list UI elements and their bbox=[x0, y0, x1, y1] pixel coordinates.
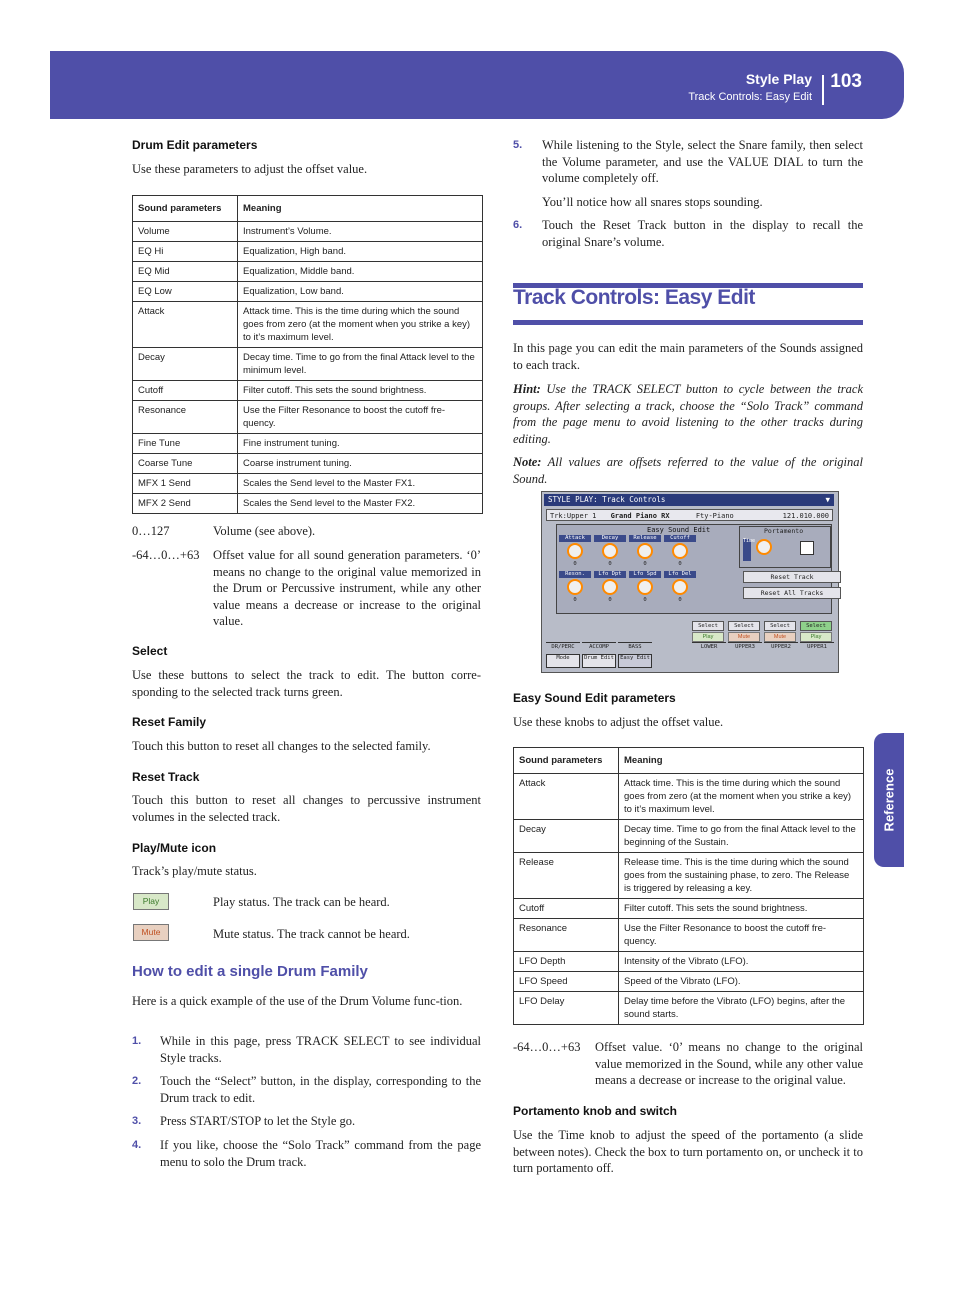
screen-tab-bar bbox=[546, 642, 834, 668]
time-knob-icon[interactable] bbox=[756, 539, 772, 555]
reset-family-text: Touch this button to reset all changes to the selected family. bbox=[132, 739, 431, 753]
table-row bbox=[133, 434, 483, 454]
side-tab-label: Reference bbox=[881, 768, 897, 832]
param-meaning: Release time. This is the time during which the sound goes from the sustaining phase, to zero. The Release is triggered by releasing a key. bbox=[619, 853, 864, 899]
knob-value: 0 bbox=[608, 561, 612, 567]
drum-params-table bbox=[132, 195, 483, 514]
mute-status-icon: Mute bbox=[133, 924, 169, 941]
portamento-checkbox[interactable] bbox=[800, 541, 814, 555]
track-name-label[interactable]: UPPER1 bbox=[800, 642, 834, 652]
knob-label: Reson. bbox=[559, 571, 591, 578]
knob-value: 0 bbox=[643, 561, 647, 567]
track-mute-button[interactable]: Mute bbox=[764, 632, 796, 642]
screen-position: 121.010.000 bbox=[782, 512, 829, 520]
howto-intro: Here is a quick example of the use of the Drum Volume func-tion. bbox=[132, 994, 463, 1008]
knob-label: Lfo Dpt bbox=[594, 571, 626, 578]
param-meaning: Instrument’s Volume. bbox=[238, 222, 483, 242]
page-header bbox=[50, 51, 904, 119]
note-paragraph bbox=[513, 454, 863, 487]
hint-label: Hint: bbox=[513, 382, 541, 396]
param-meaning: Coarse instrument tuning. bbox=[238, 454, 483, 474]
param-meaning: Decay time. Time to go from the final Attack level to the beginning of the Sustain. bbox=[619, 820, 864, 853]
reference-side-tab[interactable] bbox=[874, 733, 904, 867]
step5-text: While listening to the Style, select the Snare family, then select the Volume parameter, and use the VALUE DIAL to turn the volume completely off. bbox=[542, 138, 863, 185]
hint-paragraph bbox=[513, 381, 863, 447]
knob-value: 0 bbox=[573, 561, 577, 567]
table-row bbox=[133, 494, 483, 514]
portamento-heading: Portamento knob and switch bbox=[513, 1104, 678, 1118]
reset-track-heading: Reset Track bbox=[132, 770, 200, 784]
param-name: EQ Hi bbox=[133, 242, 238, 262]
page-number: 103 bbox=[830, 71, 862, 92]
knob-value: 0 bbox=[643, 597, 647, 603]
param-name: Attack bbox=[514, 774, 619, 820]
table-row bbox=[514, 919, 864, 952]
easy-params-table bbox=[513, 747, 864, 1025]
easy-sound-edit-panel bbox=[556, 524, 832, 614]
param-name: Cutoff bbox=[133, 381, 238, 401]
param-meaning: Equalization, Middle band. bbox=[238, 262, 483, 282]
portamento-box bbox=[739, 526, 831, 568]
time-label: Time bbox=[743, 539, 751, 561]
reset-track-text: Touch this button to reset all changes to percussive instrument volumes in the selected track. bbox=[132, 793, 481, 824]
param-name: LFO Delay bbox=[514, 992, 619, 1025]
table-header-row bbox=[514, 748, 864, 774]
param-meaning: Decay time. Time to go from the final Attack level to the minimum level. bbox=[238, 348, 483, 381]
step-text: While in this page, press TRACK SELECT to see individual Style tracks. bbox=[160, 1034, 481, 1065]
drum-edit-intro: Use these parameters to adjust the offset value. bbox=[132, 162, 368, 176]
table-row bbox=[133, 242, 483, 262]
table-row bbox=[514, 820, 864, 853]
range1-text: Volume (see above). bbox=[213, 524, 316, 538]
knob-label: Release bbox=[629, 535, 661, 542]
track-play-button[interactable]: Play bbox=[692, 632, 724, 642]
easy-edit-heading: Easy Sound Edit parameters bbox=[513, 691, 676, 705]
step5-note: You’ll notice how all snares stops sounding. bbox=[542, 195, 763, 209]
param-meaning: Delay time before the Vibrato (LFO) begins, after the sound starts. bbox=[619, 992, 864, 1025]
param-meaning: Intensity of the Vibrato (LFO). bbox=[619, 952, 864, 972]
screen-tab-drum-edit[interactable]: Drum Edit bbox=[582, 654, 616, 668]
track-name-label[interactable]: LOWER bbox=[692, 642, 726, 652]
header-meaning: Meaning bbox=[238, 196, 483, 222]
table-row bbox=[133, 282, 483, 302]
edit-knob-icon[interactable] bbox=[637, 543, 653, 559]
knob-label: Lfo Spd bbox=[629, 571, 661, 578]
knob-value: 0 bbox=[608, 597, 612, 603]
panel-title: Easy Sound Edit bbox=[647, 526, 711, 534]
table-row bbox=[133, 262, 483, 282]
section-intro: In this page you can edit the main parameters of the Sounds assigned to each track. bbox=[513, 341, 863, 372]
table-row bbox=[514, 853, 864, 899]
screen-sound: Grand Piano RX bbox=[610, 512, 670, 520]
track-name-label[interactable]: UPPER3 bbox=[728, 642, 762, 652]
range3-text: Offset value. ‘0’ means no change to the original value memorized in the Sound, while any other value means a decrease or increase to the original value. bbox=[595, 1040, 863, 1087]
step-text: If you like, choose the “Solo Track” command from the page menu to solo the Drum track. bbox=[160, 1138, 481, 1169]
table-row bbox=[514, 992, 864, 1025]
edit-knob-icon[interactable] bbox=[602, 579, 618, 595]
header-sound-parameters: Sound parameters bbox=[133, 196, 238, 222]
param-name: LFO Depth bbox=[514, 952, 619, 972]
reset-track-button[interactable]: Reset Track bbox=[743, 571, 841, 583]
display-screenshot bbox=[541, 491, 839, 673]
track-name-label[interactable]: BASS bbox=[618, 642, 652, 652]
track-name-label[interactable]: ACCOMP bbox=[582, 642, 616, 652]
param-meaning: Equalization, High band. bbox=[238, 242, 483, 262]
param-meaning: Speed of the Vibrato (LFO). bbox=[619, 972, 864, 992]
param-name: Attack bbox=[133, 302, 238, 348]
screen-title-bar bbox=[544, 494, 834, 506]
param-meaning: Scales the Send level to the Master FX1. bbox=[238, 474, 483, 494]
mute-status-text: Mute status. The track cannot be heard. bbox=[213, 927, 410, 941]
knob-label: Decay bbox=[594, 535, 626, 542]
step5-number: 5. bbox=[513, 139, 523, 151]
param-name: Volume bbox=[133, 222, 238, 242]
table-header-row bbox=[133, 196, 483, 222]
screen-tab-easy-edit[interactable]: Easy Edit bbox=[618, 654, 652, 668]
edit-knob-icon[interactable] bbox=[672, 579, 688, 595]
step-number: 1. bbox=[132, 1035, 142, 1047]
portamento-label: Portamento bbox=[764, 527, 804, 535]
track-select-button[interactable]: Select bbox=[764, 621, 796, 631]
range2-label: -64…0…+63 bbox=[132, 548, 200, 562]
table-row bbox=[133, 474, 483, 494]
param-name: EQ Low bbox=[133, 282, 238, 302]
param-name: Fine Tune bbox=[133, 434, 238, 454]
param-name: Release bbox=[514, 853, 619, 899]
table-row bbox=[514, 952, 864, 972]
note-label: Note: bbox=[513, 455, 542, 469]
param-meaning: Attack time. This is the time during which the sound goes from zero (at the moment when you strike a key) to it’s maximum level. bbox=[238, 302, 483, 348]
track-select-button[interactable]: Select bbox=[728, 621, 760, 631]
param-meaning: Attack time. This is the time during which the sound goes from zero (at the moment when you strike a key) to it’s maximum level. bbox=[619, 774, 864, 820]
edit-knob-icon[interactable] bbox=[672, 543, 688, 559]
screen-track: Trk:Upper 1 bbox=[550, 512, 597, 520]
step-number: 4. bbox=[132, 1139, 142, 1151]
reset-all-tracks-button[interactable]: Reset All Tracks bbox=[743, 587, 841, 599]
title-bar-bottom bbox=[513, 320, 863, 325]
track-play-button[interactable]: Play bbox=[800, 632, 832, 642]
header-title: Style Play bbox=[745, 71, 812, 87]
track-mute-button[interactable]: Mute bbox=[728, 632, 760, 642]
play-mute-heading: Play/Mute icon bbox=[132, 841, 217, 855]
edit-knob-icon[interactable] bbox=[602, 543, 618, 559]
param-meaning: Filter cutoff. This sets the sound brightness. bbox=[238, 381, 483, 401]
select-heading: Select bbox=[132, 644, 168, 658]
track-name-label[interactable]: UPPER2 bbox=[764, 642, 798, 652]
note-text: All values are offsets referred to the value of the original Sound. bbox=[513, 455, 863, 486]
header-meaning: Meaning bbox=[619, 748, 864, 774]
edit-knob-icon[interactable] bbox=[567, 579, 583, 595]
hint-text: Use the TRACK SELECT button to cycle between the track groups. After selecting a track, choose the “Solo Track” command from the page menu to avoid listening to the other tracks during editing. bbox=[513, 382, 864, 446]
param-name: Resonance bbox=[514, 919, 619, 952]
param-name: Coarse Tune bbox=[133, 454, 238, 474]
param-meaning: Filter cutoff. This sets the sound brightness. bbox=[619, 899, 864, 919]
param-name: MFX 2 Send bbox=[133, 494, 238, 514]
range2-text: Offset value for all sound generation parameters. ‘0’ means no change to the original value memorized in the Drum or Percussive instrument, while any other value means a decrease or increase to the original value. bbox=[213, 548, 481, 628]
header-subtitle: Track Controls: Easy Edit bbox=[688, 91, 812, 103]
edit-knob-icon[interactable] bbox=[637, 579, 653, 595]
portamento-text: Use the Time knob to adjust the speed of the portamento (a slide between notes). Check the box to turn portamento on, or uncheck it to turn portamento off. bbox=[513, 1128, 863, 1175]
knob-value: 0 bbox=[573, 597, 577, 603]
range3-label: -64…0…+63 bbox=[513, 1040, 581, 1054]
range1-label: 0…127 bbox=[132, 524, 170, 538]
header-divider bbox=[822, 75, 824, 105]
table-row bbox=[133, 222, 483, 242]
param-meaning: Fine instrument tuning. bbox=[238, 434, 483, 454]
param-meaning: Scales the Send level to the Master FX2. bbox=[238, 494, 483, 514]
track-select-button[interactable]: Select bbox=[692, 621, 724, 631]
section-title: Track Controls: Easy Edit bbox=[513, 286, 755, 309]
knob-value: 0 bbox=[678, 597, 682, 603]
step-number: 2. bbox=[132, 1075, 142, 1087]
howto-heading: How to edit a single Drum Family bbox=[132, 963, 368, 980]
screen-title: STYLE PLAY: Track Controls bbox=[548, 495, 666, 504]
param-meaning: Equalization, Low band. bbox=[238, 282, 483, 302]
knob-value: 0 bbox=[678, 561, 682, 567]
param-name: MFX 1 Send bbox=[133, 474, 238, 494]
table-row bbox=[514, 972, 864, 992]
param-name: LFO Speed bbox=[514, 972, 619, 992]
table-row bbox=[514, 774, 864, 820]
table-row bbox=[133, 381, 483, 401]
drum-edit-heading: Drum Edit parameters bbox=[132, 138, 258, 152]
track-name-label[interactable]: DR/PERC bbox=[546, 642, 580, 652]
step-number: 3. bbox=[132, 1115, 142, 1127]
param-meaning: Use the Filter Resonance to boost the cutoff fre-quency. bbox=[238, 401, 483, 434]
table-row bbox=[133, 401, 483, 434]
knob-label: Lfo Del bbox=[664, 571, 696, 578]
track-select-button[interactable]: Select bbox=[800, 621, 832, 631]
table-row bbox=[133, 454, 483, 474]
screen-track-row bbox=[546, 509, 833, 521]
play-status-icon: Play bbox=[133, 893, 169, 910]
play-status-text: Play status. The track can be heard. bbox=[213, 895, 390, 909]
easy-edit-intro: Use these knobs to adjust the offset value. bbox=[513, 715, 724, 729]
knob-label: Cutoff bbox=[664, 535, 696, 542]
step-text: Press START/STOP to let the Style go. bbox=[160, 1114, 356, 1128]
param-name: Decay bbox=[133, 348, 238, 381]
param-name: Cutoff bbox=[514, 899, 619, 919]
screen-menu-arrow-icon[interactable]: ▼ bbox=[825, 495, 830, 504]
select-text: Use these buttons to select the track to edit. The button corre-sponding to the selected track turns green. bbox=[132, 668, 481, 699]
table-row bbox=[133, 348, 483, 381]
header-sound-parameters: Sound parameters bbox=[514, 748, 619, 774]
param-name: Decay bbox=[514, 820, 619, 853]
step6-number: 6. bbox=[513, 219, 523, 231]
edit-knob-icon[interactable] bbox=[567, 543, 583, 559]
step6-text: Touch the Reset Track button in the display to recall the original Snare’s volume. bbox=[542, 218, 863, 249]
param-meaning: Use the Filter Resonance to boost the cutoff fre-quency. bbox=[619, 919, 864, 952]
screen-tab-mode[interactable]: Mode bbox=[546, 654, 580, 668]
table-row bbox=[133, 302, 483, 348]
param-name: Resonance bbox=[133, 401, 238, 434]
step-text: Touch the “Select” button, in the display, corresponding to the Drum track to edit. bbox=[160, 1074, 481, 1105]
reset-family-heading: Reset Family bbox=[132, 715, 207, 729]
knob-label: Attack bbox=[559, 535, 591, 542]
screen-bank: Fty-Piano bbox=[695, 512, 734, 520]
table-row bbox=[514, 899, 864, 919]
param-name: EQ Mid bbox=[133, 262, 238, 282]
play-mute-intro: Track’s play/mute status. bbox=[132, 864, 257, 878]
